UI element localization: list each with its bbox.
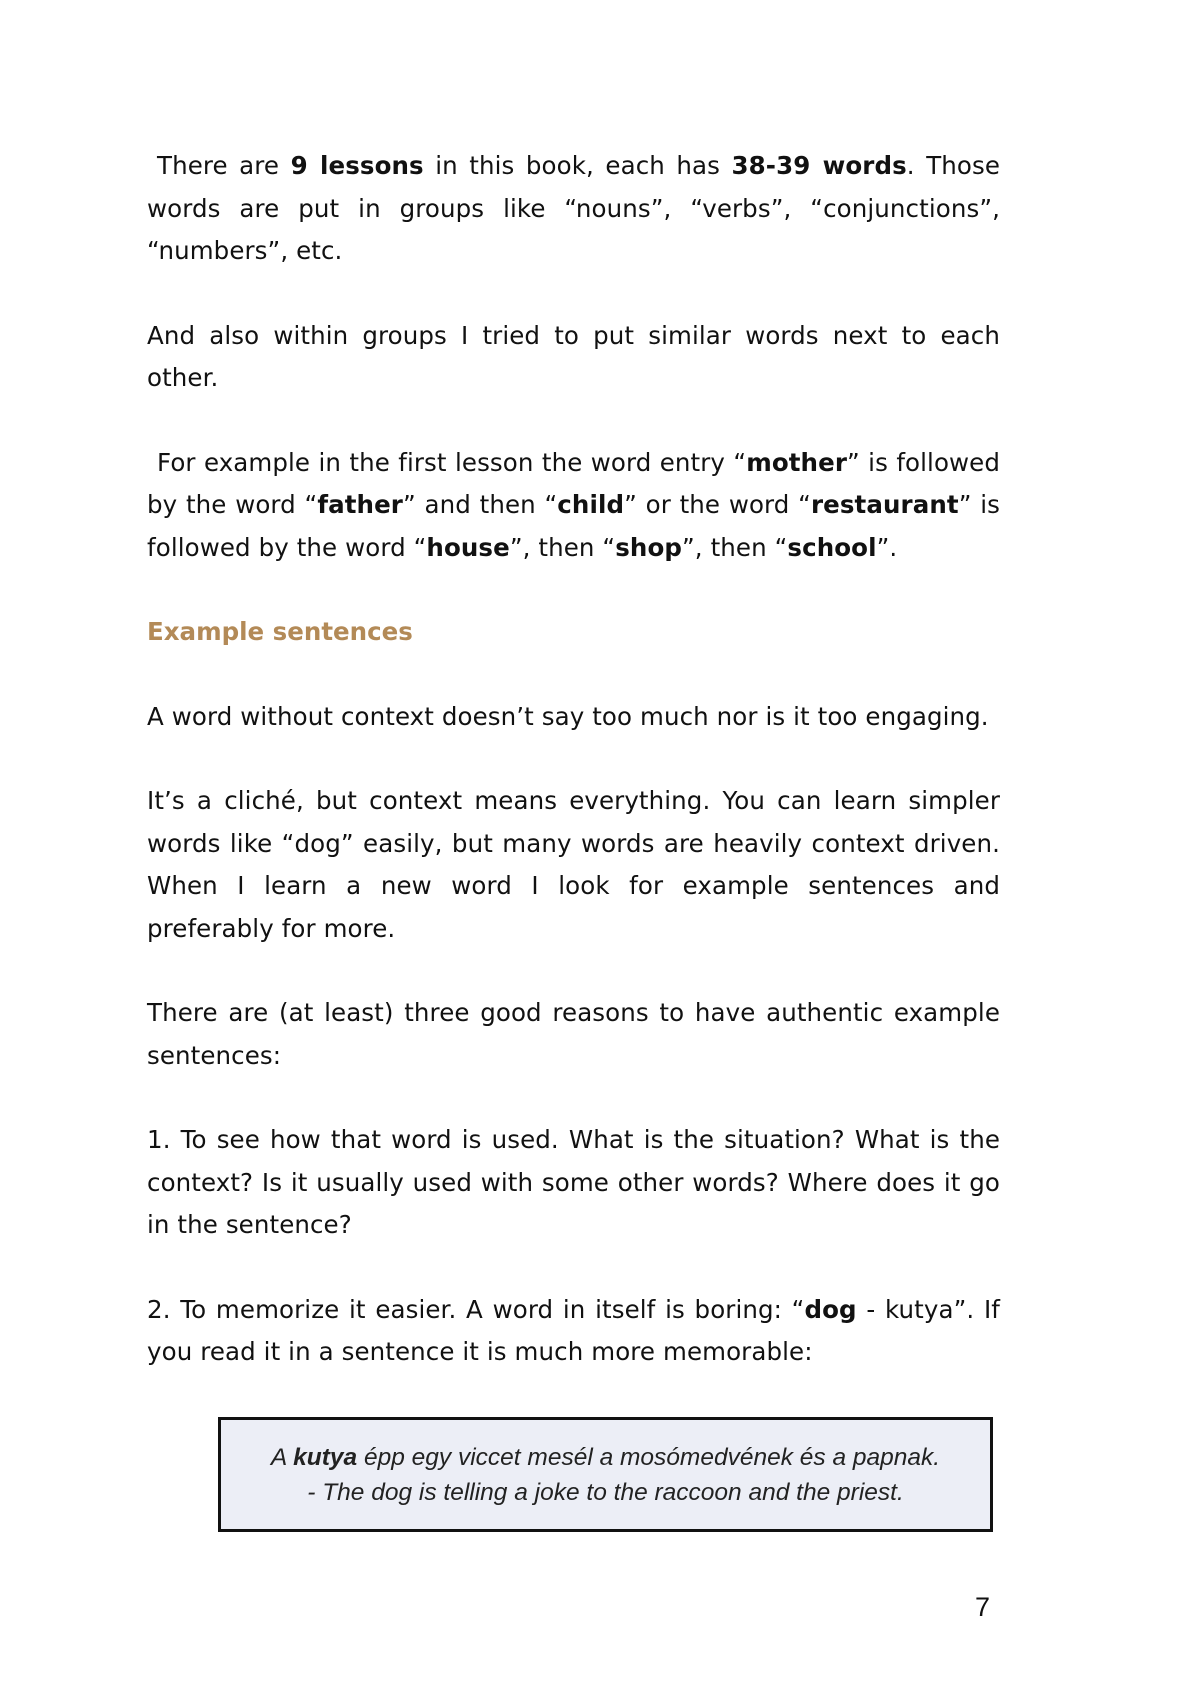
section-heading: Example sentences [147, 617, 413, 646]
text-run: épp egy viccet mesél a mosómedvének és a papnak. [357, 1443, 941, 1471]
bold-school: school [787, 532, 877, 562]
reason-1: 1. To see how that word is used. What is the situation? What is the context? Is it usually used with some other words? Where does it go in the sentence? [147, 1125, 1000, 1239]
page-body [147, 145, 1000, 1374]
text-run: - kutya”. If you read it in a sentence it is much more memorable: [147, 1294, 1000, 1366]
bold-shop: shop [615, 532, 683, 562]
text-run: ” is followed by the word “ [147, 447, 1000, 519]
text-run: ” and then “ [403, 490, 558, 519]
bold-dog: dog [804, 1294, 857, 1324]
bold-words: 38-39 words [731, 151, 907, 180]
bold-mother: mother [746, 447, 848, 477]
text-run: For example in the first lesson the word entry “ [157, 447, 747, 477]
bold-kutya: kutya [293, 1443, 358, 1471]
example-english: - The dog is telling a joke to the raccoon and the priest. [307, 1478, 904, 1506]
text-run: in this book, each has [423, 151, 732, 180]
paragraph-cliche: It’s a cliché, but context means everything. You can learn simpler words like “dog” easily, but many words are heavily context driven. When I learn a new word I look for example sentences and preferably for more. [147, 786, 1000, 943]
paragraph-groups: And also within groups I tried to put similar words next to each other. [147, 320, 1000, 392]
text-run: ” or the word “ [624, 490, 811, 519]
paragraph-context: A word without context doesn’t say too much nor is it too engaging. [147, 701, 989, 731]
text-run: 2. To memorize it easier. A word in itself is boring: “ [147, 1294, 805, 1324]
text-run: ”. [876, 532, 898, 562]
bold-father: father [317, 490, 403, 519]
reason-2 [147, 1289, 1000, 1374]
bold-restaurant: restaurant [810, 490, 959, 519]
example-sentence-box [218, 1417, 993, 1532]
paragraph-lessons [147, 145, 1000, 273]
page-number: 7 [975, 1592, 991, 1622]
example-hungarian [271, 1440, 940, 1475]
bold-child: child [557, 490, 625, 519]
text-run: ”, then “ [509, 532, 616, 562]
bold-house: house [426, 532, 510, 562]
bold-lessons: 9 lessons [290, 151, 424, 180]
text-run: . Those words are put in groups like “nouns”, “verbs”, “conjunctions”, “numbers”, etc. [147, 151, 1001, 265]
paragraph-example-words [147, 442, 1000, 570]
paragraph-reasons: There are (at least) three good reasons to have authentic example sentences: [147, 998, 1000, 1070]
text-run: ”, then “ [682, 532, 788, 562]
text-run: ” is followed by the word “ [147, 490, 1001, 562]
text-run: There are [157, 151, 291, 180]
text-run: A [270, 1443, 294, 1471]
